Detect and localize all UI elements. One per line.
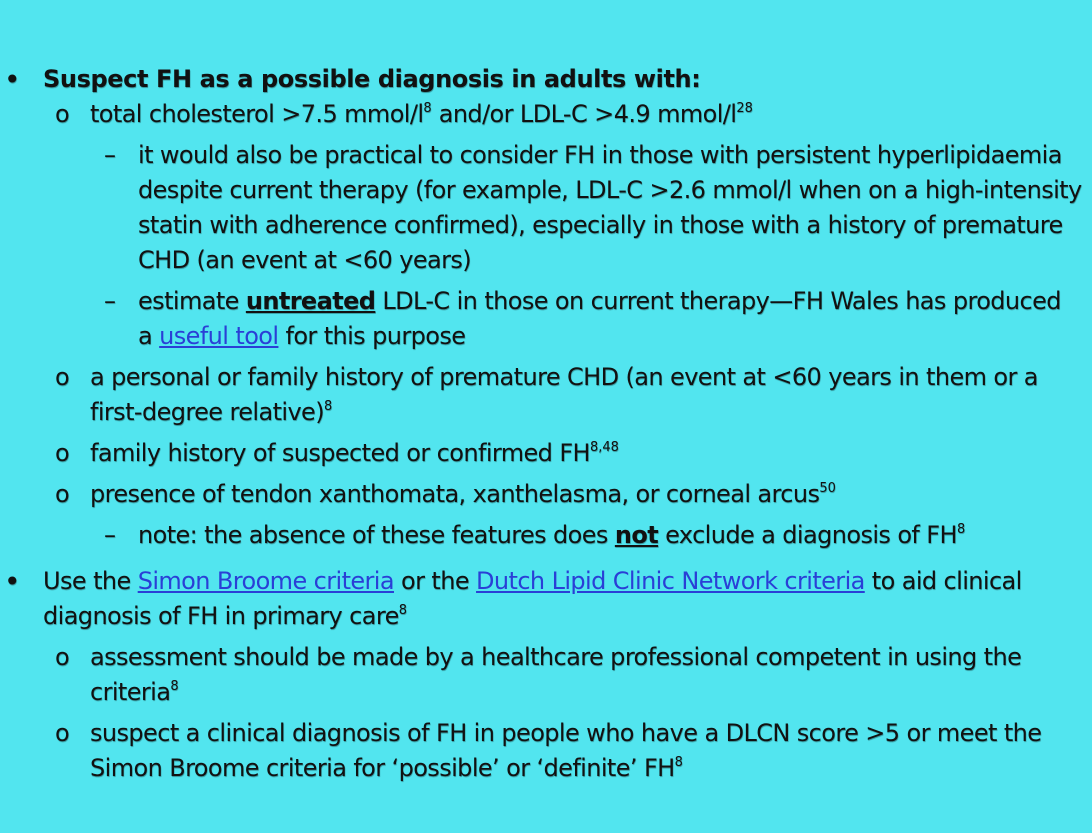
sub-marker: o: [55, 363, 70, 391]
reference: 8: [398, 603, 408, 618]
subitem-xanthomata: [0, 477, 1080, 512]
emphasis-untreated: untreated: [245, 287, 376, 315]
sub-marker: o: [55, 100, 70, 128]
item-text: for this purpose: [278, 322, 466, 350]
item-text: suspect a clinical diagnosis of FH in people who have a DLCN score >5 or meet the Simon Broome criteria for ‘possible’ or ‘definite’ FH: [90, 719, 1042, 782]
dash-marker: –: [104, 521, 116, 549]
item-text: note: the absence of these features does: [138, 521, 615, 549]
reference: 8: [674, 755, 683, 770]
reference: 50: [819, 481, 836, 496]
reference: 8: [323, 399, 333, 414]
subsubitem-persistent-hyperlipidaemia: [0, 138, 1082, 278]
subsubitem-untreated-ldl: [0, 284, 1082, 354]
reference: 8: [956, 522, 966, 537]
reference: 8: [170, 679, 179, 694]
subsubitem-absence-note: [0, 518, 1082, 553]
item-text: assessment should be made by a healthcare professional competent in using the criteria: [90, 643, 1022, 706]
dash-marker: –: [104, 287, 116, 315]
reference: 8: [423, 101, 432, 116]
item-text: a personal or family history of premature CHD (an event at <60 years in them or a first-degree relative): [90, 363, 1038, 426]
section-heading: Suspect FH as a possible diagnosis in adults with:: [43, 65, 701, 93]
guideline-list: [0, 62, 1092, 786]
item-text: LDL-C in those on current therapy—FH Wales has produced a: [138, 287, 1061, 350]
dutch-lipid-clinic-network-criteria-link[interactable]: Dutch Lipid Clinic Network criteria: [476, 567, 865, 595]
sub-marker: o: [55, 719, 70, 747]
useful-tool-link[interactable]: useful tool: [159, 322, 279, 350]
simon-broome-criteria-link[interactable]: Simon Broome criteria: [137, 567, 394, 595]
item-text: to aid clinical diagnosis of FH in primary care: [43, 567, 1022, 630]
dash-marker: –: [104, 141, 116, 169]
reference: 28: [736, 101, 753, 116]
item-text: estimate: [138, 287, 246, 315]
sub-marker: o: [55, 480, 70, 508]
bullet-use-criteria: [0, 564, 1073, 634]
item-text: exclude a diagnosis of FH: [658, 521, 957, 549]
subitem-premature-chd-history: [0, 360, 1080, 430]
item-text: it would also be practical to consider FH in those with persistent hyperlipidaemia despite current therapy (for example, LDL-C >2.6 mmol/l when on a high-intensity statin with adherence confirmed), especially in those with a history of premature CHD (an event at <60 years): [138, 141, 1082, 274]
item-text: Use the: [43, 567, 138, 595]
item-text: presence of tendon xanthomata, xanthelasma, or corneal arcus: [90, 480, 820, 508]
reference: 8,48: [590, 440, 619, 455]
item-text: total cholesterol >7.5 mmol/l: [90, 100, 424, 128]
bullet-suspect-fh: [0, 62, 1073, 97]
emphasis-not: not: [614, 521, 659, 549]
subitem-assessment-professional: [0, 640, 1080, 710]
item-text: family history of suspected or confirmed FH: [90, 439, 590, 467]
bullet-marker: •: [4, 565, 20, 598]
subitem-total-cholesterol: [0, 97, 1080, 132]
item-text: or the: [394, 567, 477, 595]
subitem-dlcn-score: [0, 716, 1080, 786]
subitem-family-history: [0, 436, 1080, 471]
item-text: and/or LDL-C >4.9 mmol/l: [431, 100, 737, 128]
bullet-marker: •: [4, 63, 20, 96]
sub-marker: o: [55, 643, 70, 671]
sub-marker: o: [55, 439, 70, 467]
